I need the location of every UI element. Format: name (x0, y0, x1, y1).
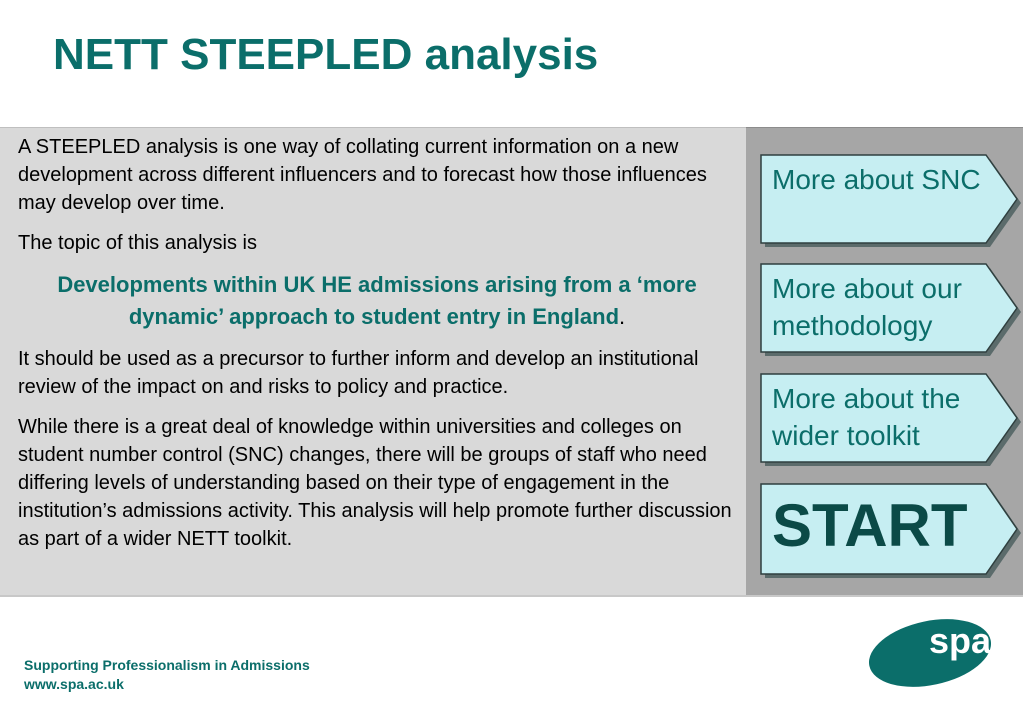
analysis-topic (18, 269, 736, 333)
footer (24, 656, 310, 694)
divider (0, 595, 1023, 597)
content-panel (0, 127, 746, 595)
topic-text: Developments within UK HE admissions arising from a ‘more dynamic’ approach to student entry in England (57, 272, 697, 329)
more-about-snc-button[interactable] (760, 154, 1022, 248)
snc-button-label: More about SNC (772, 164, 981, 195)
logo-text: spa (928, 620, 992, 661)
start-button[interactable] (760, 483, 1022, 579)
spa-logo-icon (868, 617, 996, 689)
precursor-paragraph: It should be used as a precursor to further inform and develop an institutional review of the impact on and risks to policy and practice. (18, 348, 699, 398)
topic-end: . (619, 304, 626, 329)
website-link[interactable]: www.spa.ac.uk (24, 676, 124, 692)
more-about-methodology-button[interactable] (760, 263, 1022, 357)
topic-intro: The topic of this analysis is (18, 232, 257, 254)
toolkit-button-label: More about the wider toolkit (772, 383, 961, 451)
start-button-label: START (772, 492, 968, 559)
more-about-toolkit-button[interactable] (760, 373, 1022, 467)
methodology-button-label: More about our methodology (772, 273, 962, 341)
intro-paragraph: A STEEPLED analysis is one way of collating current information on a new development across different influencers and to forecast how those influences may develop over time. (18, 136, 707, 214)
knowledge-paragraph: While there is a great deal of knowledge within universities and colleges on student number control (SNC) changes, there will be groups of staff who need differing levels of understanding based on their type of engagement in the institution’s admissions activity. This analysis will help promote further discussion as part of a wider NETT toolkit. (18, 416, 732, 550)
organization-name: Supporting Professionalism in Admissions (24, 657, 310, 673)
page-title: NETT STEEPLED analysis (53, 30, 599, 79)
